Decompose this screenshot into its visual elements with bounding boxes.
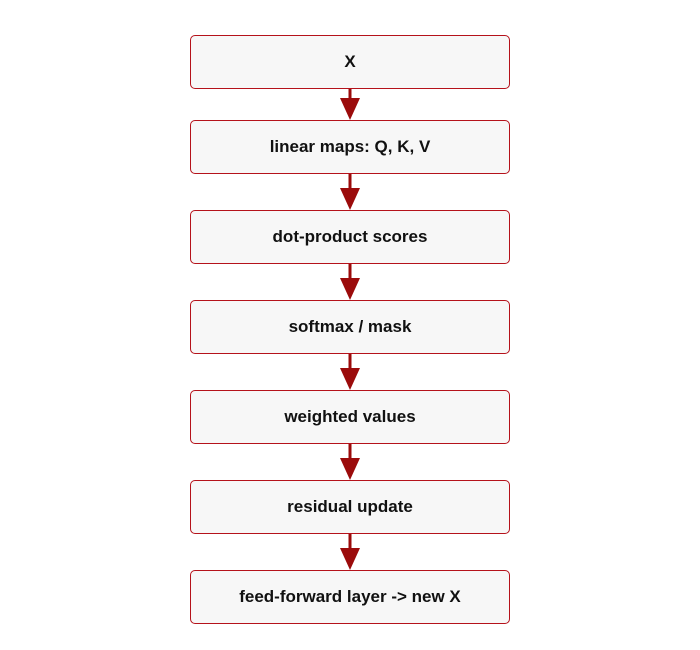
arrow-head: [340, 368, 360, 390]
node-x-label: X: [344, 52, 356, 71]
arrow-head: [340, 458, 360, 480]
node-linear-maps-label: linear maps: Q, K, V: [269, 137, 431, 156]
arrow-scores-to-softmax: [340, 264, 360, 300]
node-feed-forward: [190, 570, 510, 624]
arrow-head: [340, 278, 360, 300]
arrow-residual-to-ffn: [340, 534, 360, 570]
node-softmax-mask-label: softmax / mask: [288, 317, 412, 336]
arrow-head: [340, 188, 360, 210]
arrow-head: [340, 98, 360, 120]
node-x: [190, 35, 510, 89]
node-dot-product-scores: [190, 210, 510, 264]
node-feed-forward-label: feed-forward layer -> new X: [239, 587, 461, 606]
node-weighted-values-label: weighted values: [284, 407, 416, 426]
node-residual-update-label: residual update: [287, 497, 413, 516]
node-softmax-mask: [190, 300, 510, 354]
node-weighted-values: [190, 390, 510, 444]
arrow-head: [340, 548, 360, 570]
node-linear-maps: [190, 120, 510, 174]
arrow-softmax-to-weighted: [340, 354, 360, 390]
arrow-linear-to-scores: [340, 174, 360, 210]
arrow-weighted-to-residual: [340, 444, 360, 480]
arrow-x-to-linear: [340, 89, 360, 120]
node-residual-update: [190, 480, 510, 534]
node-dot-product-scores-label: dot-product scores: [272, 227, 428, 246]
